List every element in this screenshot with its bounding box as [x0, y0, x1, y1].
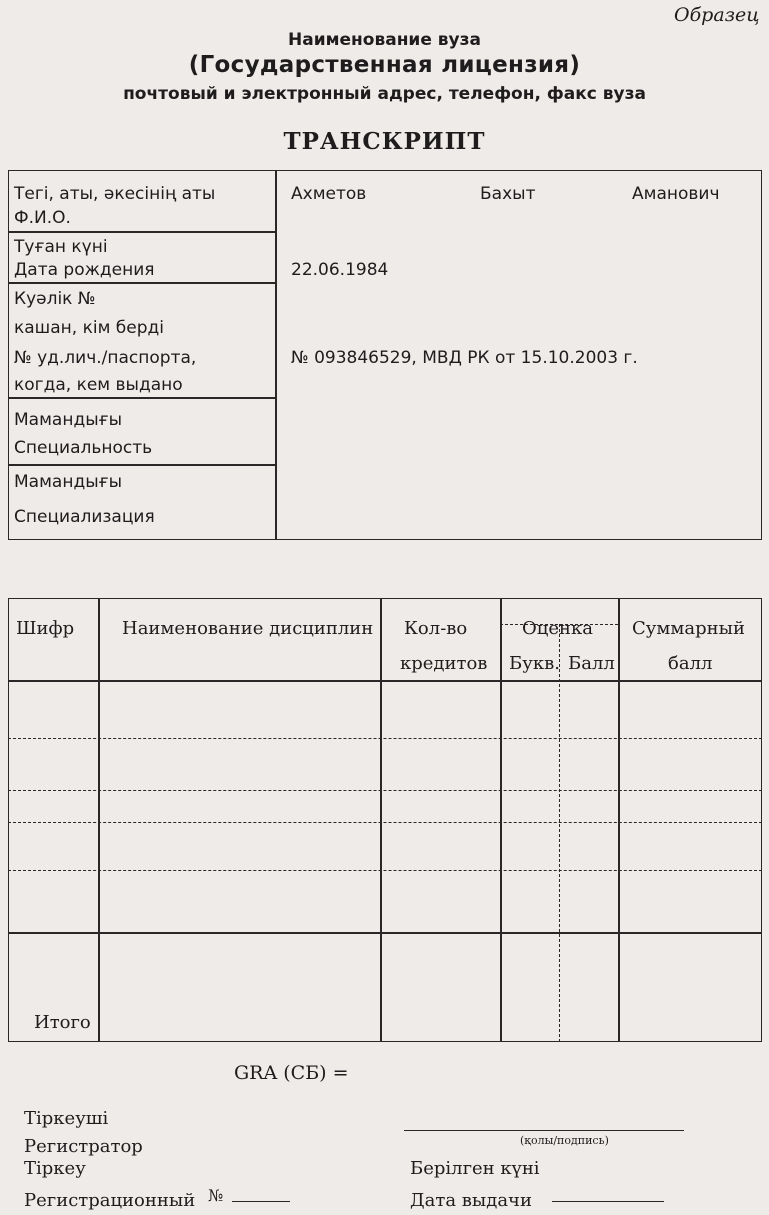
sample-label: Образец — [674, 4, 760, 26]
reg-label-kz: Тіркеу — [24, 1158, 86, 1179]
col-code-header: Шифр — [16, 618, 75, 639]
registrar-label-kz: Тіркеуші — [24, 1108, 109, 1129]
col-divider — [500, 598, 502, 1042]
issue-date-line — [552, 1201, 664, 1202]
col-divider — [98, 598, 100, 1042]
birth-label-ru: Дата рождения — [14, 260, 155, 280]
bleed-through-text — [530, 0, 535, 20]
col-grade-points-header: Балл — [568, 653, 615, 674]
issue-date-label-kz: Берілген күні — [410, 1158, 540, 1179]
registrar-label-ru: Регистратор — [24, 1136, 143, 1157]
first-name-value: Бахыт — [480, 184, 536, 204]
id-label-ru-1: № уд.лич./паспорта, — [14, 348, 197, 368]
id-label-ru-2: когда, кем выдано — [14, 375, 183, 395]
table-row — [8, 932, 762, 934]
state-license: (Государственная лицензия) — [188, 52, 581, 78]
table-row — [8, 822, 762, 823]
reg-number-sign: № — [208, 1186, 224, 1205]
grade-subcolumn-divider — [559, 624, 560, 1042]
col-divider — [618, 598, 620, 1042]
table-row — [8, 738, 762, 739]
signature-line — [404, 1130, 684, 1131]
col-total-header-1: Суммарный — [632, 618, 745, 639]
total-row-label: Итого — [34, 1012, 91, 1033]
table-header-divider — [8, 680, 762, 682]
col-total-header-2: балл — [668, 653, 713, 674]
reg-number-line — [232, 1201, 290, 1202]
specialization-label-ru: Специализация — [14, 507, 155, 527]
personal-info-divider — [275, 170, 277, 540]
name-label-kz: Тегі, аты, әкесінің аты — [14, 184, 216, 204]
university-name: Наименование вуза — [288, 30, 481, 50]
gpa-label: GRA (СБ) = — [234, 1062, 349, 1084]
surname-value: Ахметов — [291, 184, 367, 204]
col-credits-header-1: Кол-во — [404, 618, 468, 639]
row-divider — [8, 231, 275, 233]
id-document-value: № 093846529, МВД РК от 15.10.2003 г. — [291, 348, 638, 368]
id-label-kz-2: кашан, кім берді — [14, 318, 165, 338]
document-title: ТРАНСКРИПТ — [283, 128, 486, 155]
specialty-label-kz: Мамандығы — [14, 410, 123, 430]
id-label-kz-1: Куәлік № — [14, 289, 96, 309]
table-row — [8, 870, 762, 871]
col-grade-header: Оценка — [522, 618, 593, 639]
row-divider — [8, 464, 275, 466]
col-grade-letter-header: Букв. — [509, 653, 560, 674]
table-row — [8, 790, 762, 791]
reg-label-ru: Регистрационный — [24, 1190, 196, 1211]
issue-date-label-ru: Дата выдачи — [410, 1190, 532, 1211]
row-divider — [8, 397, 275, 399]
col-credits-header-2: кредитов — [400, 653, 488, 674]
birth-label-kz: Туған күні — [14, 237, 108, 257]
specialty-label-ru: Специальность — [14, 438, 153, 458]
name-label-ru: Ф.И.О. — [14, 208, 71, 228]
birth-date-value: 22.06.1984 — [291, 260, 389, 280]
patronymic-value: Аманович — [632, 184, 720, 204]
row-divider — [8, 282, 275, 284]
signature-caption: (қолы/подпись) — [520, 1134, 609, 1147]
grades-table — [8, 598, 762, 1042]
col-discipline-header: Наименование дисциплин — [122, 618, 374, 639]
specialization-label-kz: Мамандығы — [14, 472, 123, 492]
col-divider — [380, 598, 382, 1042]
university-contacts: почтовый и электронный адрес, телефон, факс вуза — [123, 84, 646, 104]
